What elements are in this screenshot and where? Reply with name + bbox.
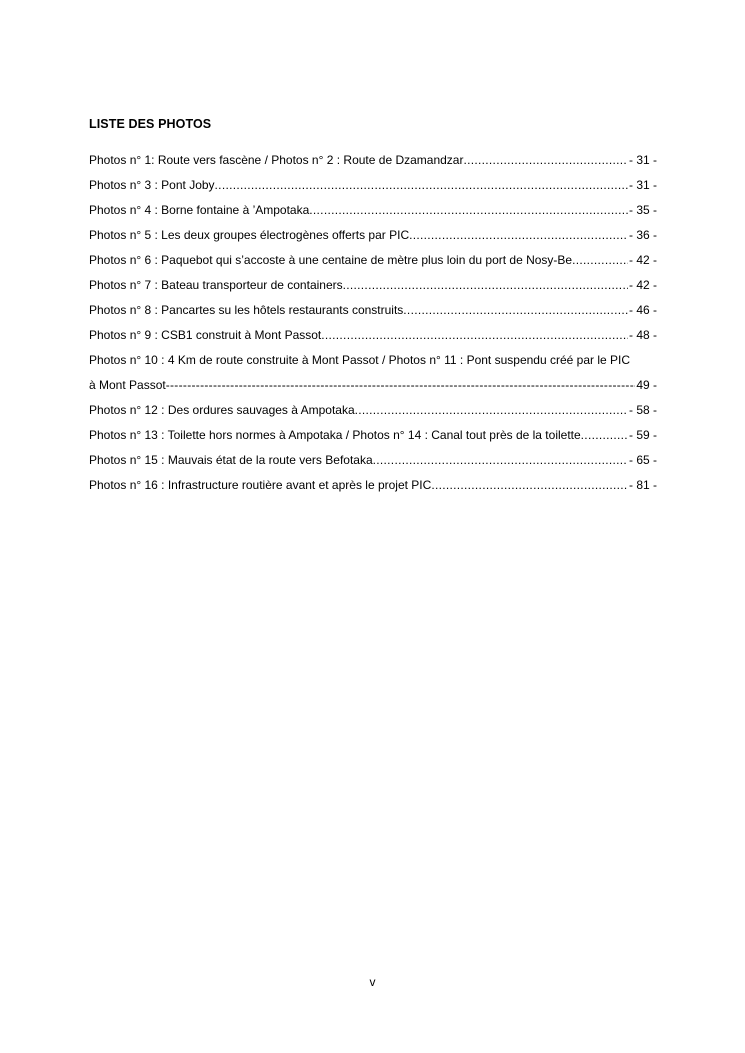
entry-title: Photos n° 13 : Toilette hors normes à Ampotaka / Photos n° 14 : Canal tout près de la toilette [89, 428, 581, 442]
entry-page: - 36 - [628, 228, 657, 242]
list-item[interactable] [89, 173, 657, 198]
dot-leader [403, 298, 628, 323]
entry-page: - 65 - [628, 453, 657, 467]
dot-leader [309, 198, 628, 223]
dot-leader [373, 448, 628, 473]
entry-page: - 59 - [628, 428, 657, 442]
entry-page: - 31 - [628, 178, 657, 192]
dot-leader [215, 173, 628, 198]
dot-leader [581, 423, 628, 448]
entry-page: - 42 - [628, 253, 657, 267]
entry-page: - 42 - [628, 278, 657, 292]
list-item[interactable] [89, 348, 657, 373]
entry-page: - 58 - [628, 403, 657, 417]
dot-leader [431, 473, 628, 498]
entry-page: - 48 - [628, 328, 657, 342]
dot-leader [321, 323, 628, 348]
list-item[interactable] [89, 298, 657, 323]
entry-page: - 81 - [628, 478, 657, 492]
photo-list [89, 148, 657, 498]
entry-title: Photos n° 12 : Des ordures sauvages à Ampotaka [89, 403, 355, 417]
entry-page: 49 - [636, 378, 657, 392]
list-item[interactable] [89, 148, 657, 173]
page-title: LISTE DES PHOTOS [89, 117, 212, 131]
entry-title: Photos n° 1: Route vers fascène / Photos n° 2 : Route de Dzamandzar [89, 153, 464, 167]
list-item[interactable] [89, 248, 657, 273]
list-item[interactable] [89, 323, 657, 348]
entry-title: Photos n° 9 : CSB1 construit à Mont Passot [89, 328, 322, 342]
entry-title: Photos n° 16 : Infrastructure routière avant et après le projet PIC [89, 478, 432, 492]
entry-title: Photos n° 15 : Mauvais état de la route vers Befotaka [89, 453, 373, 467]
list-item[interactable] [89, 223, 657, 248]
list-item[interactable] [89, 473, 657, 498]
dot-leader [463, 148, 628, 173]
list-item[interactable] [89, 273, 657, 298]
dot-leader [572, 248, 628, 273]
dot-leader [355, 398, 628, 423]
dot-leader [343, 273, 628, 298]
list-item[interactable] [89, 373, 657, 398]
entry-title: Photos n° 3 : Pont Joby [89, 178, 215, 192]
entry-title: Photos n° 8 : Pancartes su les hôtels restaurants construits [89, 303, 404, 317]
entry-title: Photos n° 4 : Borne fontaine à ’Ampotaka [89, 203, 310, 217]
entry-title: Photos n° 6 : Paquebot qui s’accoste à une centaine de mètre plus loin du port de Nosy-Be [89, 253, 573, 267]
entry-title: à Mont Passot [89, 378, 166, 392]
dot-leader [409, 223, 628, 248]
page-number: v [369, 975, 376, 989]
entry-title: Photos n° 7 : Bateau transporteur de containers [89, 278, 343, 292]
list-item[interactable] [89, 198, 657, 223]
entry-page: - 31 - [628, 153, 657, 167]
dash-leader [166, 373, 636, 398]
entry-page: - 35 - [628, 203, 657, 217]
list-item[interactable] [89, 398, 657, 423]
entry-page: - 46 - [628, 303, 657, 317]
entry-title: Photos n° 10 : 4 Km de route construite à Mont Passot / Photos n° 11 : Pont suspendu créé par le PIC [89, 353, 631, 367]
list-item[interactable] [89, 423, 657, 448]
list-item[interactable] [89, 448, 657, 473]
entry-title: Photos n° 5 : Les deux groupes électrogènes offerts par PIC [89, 228, 410, 242]
